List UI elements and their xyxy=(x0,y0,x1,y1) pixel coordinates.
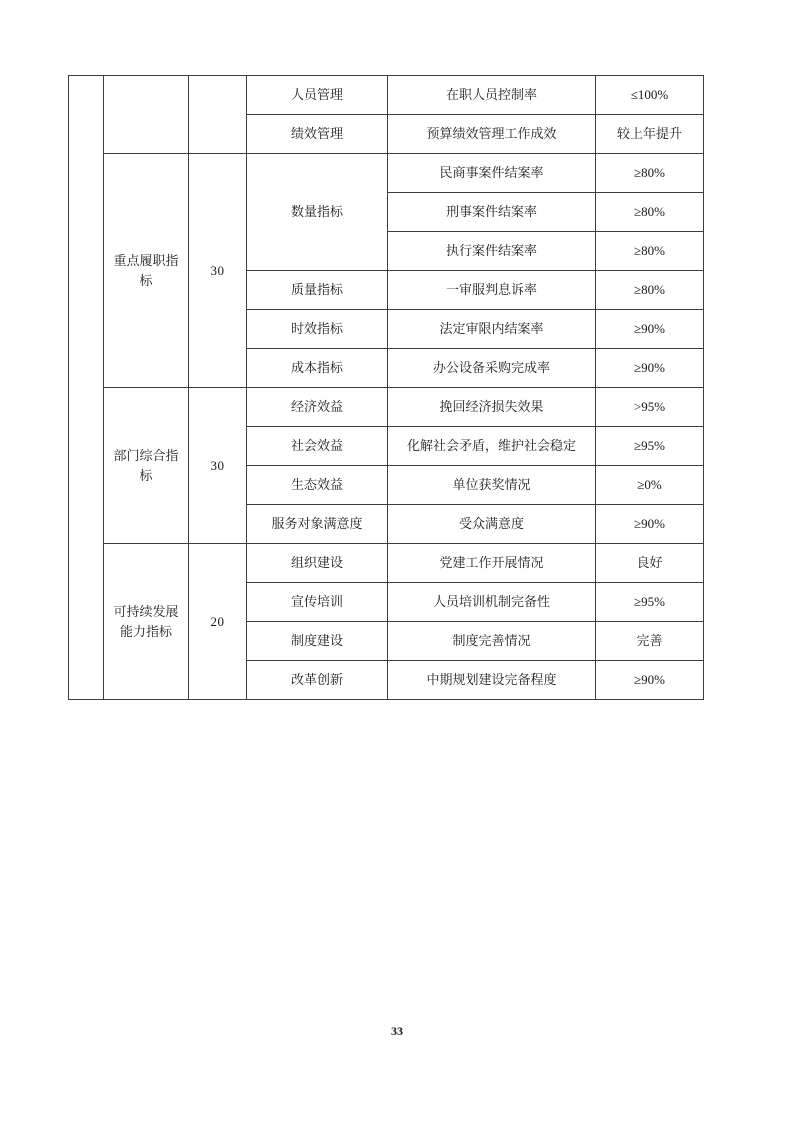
target-cell: >95% xyxy=(596,388,704,427)
indicator-cell: 制度完善情况 xyxy=(388,622,596,661)
category-cell: 重点履职指标 xyxy=(104,154,189,388)
subcategory-cell: 制度建设 xyxy=(247,622,388,661)
left-margin-cell xyxy=(69,76,104,700)
indicator-cell: 在职人员控制率 xyxy=(388,76,596,115)
score-cell: 20 xyxy=(189,544,247,700)
indicator-cell: 单位获奖情况 xyxy=(388,466,596,505)
subcategory-cell: 社会效益 xyxy=(247,427,388,466)
subcategory-cell: 数量指标 xyxy=(247,154,388,271)
target-cell: ≥90% xyxy=(596,505,704,544)
subcategory-cell: 质量指标 xyxy=(247,271,388,310)
page-number: 33 xyxy=(391,1024,403,1038)
subcategory-cell: 成本指标 xyxy=(247,349,388,388)
target-cell: ≥95% xyxy=(596,427,704,466)
indicator-cell: 党建工作开展情况 xyxy=(388,544,596,583)
target-cell: ≥0% xyxy=(596,466,704,505)
indicator-cell: 预算绩效管理工作成效 xyxy=(388,115,596,154)
subcategory-cell: 时效指标 xyxy=(247,310,388,349)
table-row xyxy=(69,154,704,193)
indicator-cell: 中期规划建设完备程度 xyxy=(388,661,596,700)
target-cell: ≤100% xyxy=(596,76,704,115)
indicator-cell: 化解社会矛盾，维护社会稳定 xyxy=(388,427,596,466)
subcategory-cell: 生态效益 xyxy=(247,466,388,505)
target-cell: 较上年提升 xyxy=(596,115,704,154)
performance-indicators-table xyxy=(68,75,704,700)
indicator-cell: 人员培训机制完备性 xyxy=(388,583,596,622)
score-cell xyxy=(189,76,247,154)
indicator-cell: 执行案件结案率 xyxy=(388,232,596,271)
subcategory-cell: 服务对象满意度 xyxy=(247,505,388,544)
subcategory-cell: 宣传培训 xyxy=(247,583,388,622)
target-cell: ≥95% xyxy=(596,583,704,622)
score-cell: 30 xyxy=(189,388,247,544)
indicator-cell: 受众满意度 xyxy=(388,505,596,544)
indicator-cell: 挽回经济损失效果 xyxy=(388,388,596,427)
subcategory-cell: 组织建设 xyxy=(247,544,388,583)
target-cell: ≥80% xyxy=(596,271,704,310)
category-cell: 可持续发展能力指标 xyxy=(104,544,189,700)
score-cell: 30 xyxy=(189,154,247,388)
target-cell: ≥90% xyxy=(596,349,704,388)
target-cell: ≥80% xyxy=(596,232,704,271)
target-cell: 良好 xyxy=(596,544,704,583)
target-cell: ≥80% xyxy=(596,193,704,232)
indicator-cell: 办公设备采购完成率 xyxy=(388,349,596,388)
target-cell: 完善 xyxy=(596,622,704,661)
target-cell: ≥90% xyxy=(596,661,704,700)
subcategory-cell: 人员管理 xyxy=(247,76,388,115)
category-cell: 部门综合指标 xyxy=(104,388,189,544)
target-cell: ≥80% xyxy=(596,154,704,193)
indicator-cell: 刑事案件结案率 xyxy=(388,193,596,232)
table-row xyxy=(69,388,704,427)
target-cell: ≥90% xyxy=(596,310,704,349)
subcategory-cell: 改革创新 xyxy=(247,661,388,700)
indicator-cell: 一审服判息诉率 xyxy=(388,271,596,310)
indicator-cell: 法定审限内结案率 xyxy=(388,310,596,349)
subcategory-cell: 经济效益 xyxy=(247,388,388,427)
subcategory-cell: 绩效管理 xyxy=(247,115,388,154)
table-row xyxy=(69,544,704,583)
category-cell xyxy=(104,76,189,154)
indicator-cell: 民商事案件结案率 xyxy=(388,154,596,193)
table-row xyxy=(69,76,704,115)
